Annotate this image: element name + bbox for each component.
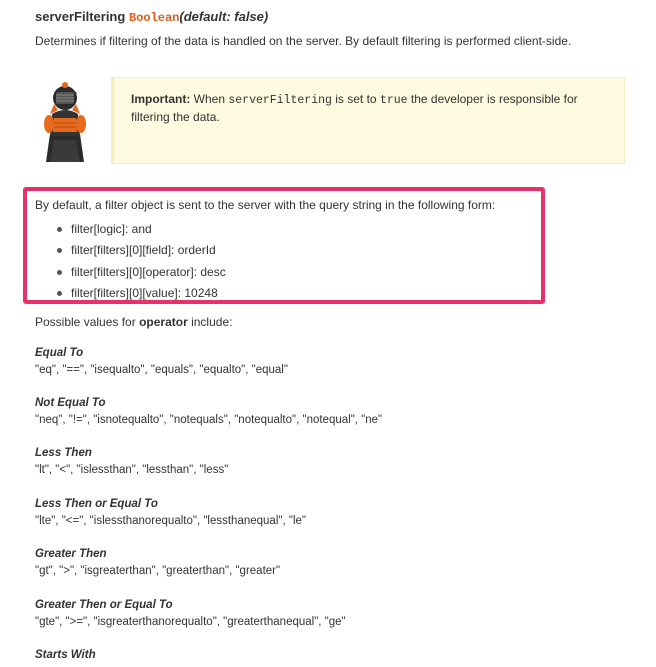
operator-greater-then	[35, 546, 280, 580]
operator-title: Less Then or Equal To	[35, 498, 158, 510]
option-heading	[35, 9, 268, 25]
note-after: the developer is responsible for filtering the data.	[131, 92, 578, 124]
possible-before: Possible values for	[35, 315, 136, 329]
bullet-icon	[57, 270, 62, 275]
operator-values: "gte", ">=", "isgreaterthanorequalto", "greaterthanequal", "ge"	[35, 616, 346, 628]
list-item	[35, 240, 226, 261]
operator-values: "eq", "==", "isequalto", "equals", "equalto", "equal"	[35, 364, 288, 376]
operator-values: "lte", "<=", "islessthanorequalto", "lessthanequal", "le"	[35, 515, 306, 527]
possible-values-intro	[35, 315, 232, 329]
note-label: Important:	[131, 92, 191, 106]
list-item	[35, 219, 226, 240]
list-item-text: filter[logic]: and	[71, 222, 152, 236]
operator-title: Equal To	[35, 347, 84, 359]
operator-values: "gt", ">", "isgreaterthan", "greaterthan", "greater"	[35, 565, 281, 577]
list-item-text: filter[filters][0][operator]: desc	[71, 264, 226, 279]
filter-object-highlight	[23, 187, 545, 304]
operator-less-then-or-equal	[35, 496, 306, 530]
list-item-text: filter[filters][0][field]: orderId	[71, 243, 216, 258]
note-between: is set to	[335, 92, 377, 106]
operator-title: Less Then	[35, 447, 92, 459]
operator-title: Not Equal To	[35, 397, 106, 409]
option-default: (default: false)	[179, 9, 269, 24]
note-code-value: true	[379, 94, 408, 107]
operator-values: "lt", "<", "islessthan", "lessthan", "less"	[35, 464, 229, 476]
kendo-ninja-mascot-icon	[36, 74, 94, 164]
bullet-icon	[57, 248, 62, 253]
operator-title: Starts With	[35, 649, 96, 661]
option-description: Determines if filtering of the data is handled on the server. By default filtering is performed client-side.	[35, 34, 572, 48]
important-note-text	[131, 91, 601, 126]
operator-greater-then-or-equal	[35, 597, 346, 631]
list-item	[35, 283, 226, 304]
list-item-text: filter[filters][0][value]: 10248	[71, 285, 218, 300]
option-name: serverFiltering	[35, 9, 126, 24]
important-note	[111, 77, 625, 164]
operator-title: Greater Then or Equal To	[35, 599, 173, 611]
list-item	[35, 262, 226, 283]
operator-equal-to	[35, 345, 288, 379]
filter-intro: By default, a filter object is sent to the server with the query string in the following form:	[35, 198, 496, 212]
bullet-icon	[57, 227, 62, 232]
operator-values: "neq", "!=", "isnotequalto", "notequals", "notequalto", "notequal", "ne"	[35, 414, 383, 426]
note-code-option: serverFiltering	[228, 94, 332, 107]
note-before-code: When	[193, 92, 226, 106]
possible-after: include:	[191, 315, 233, 329]
possible-keyword: operator	[139, 315, 188, 329]
operator-title: Greater Then	[35, 548, 107, 560]
filter-list	[35, 219, 226, 304]
operator-less-then	[35, 445, 228, 479]
operator-not-equal-to	[35, 395, 382, 429]
option-type: Boolean	[128, 11, 180, 25]
operator-starts-with	[35, 647, 96, 664]
bullet-icon	[57, 291, 62, 296]
